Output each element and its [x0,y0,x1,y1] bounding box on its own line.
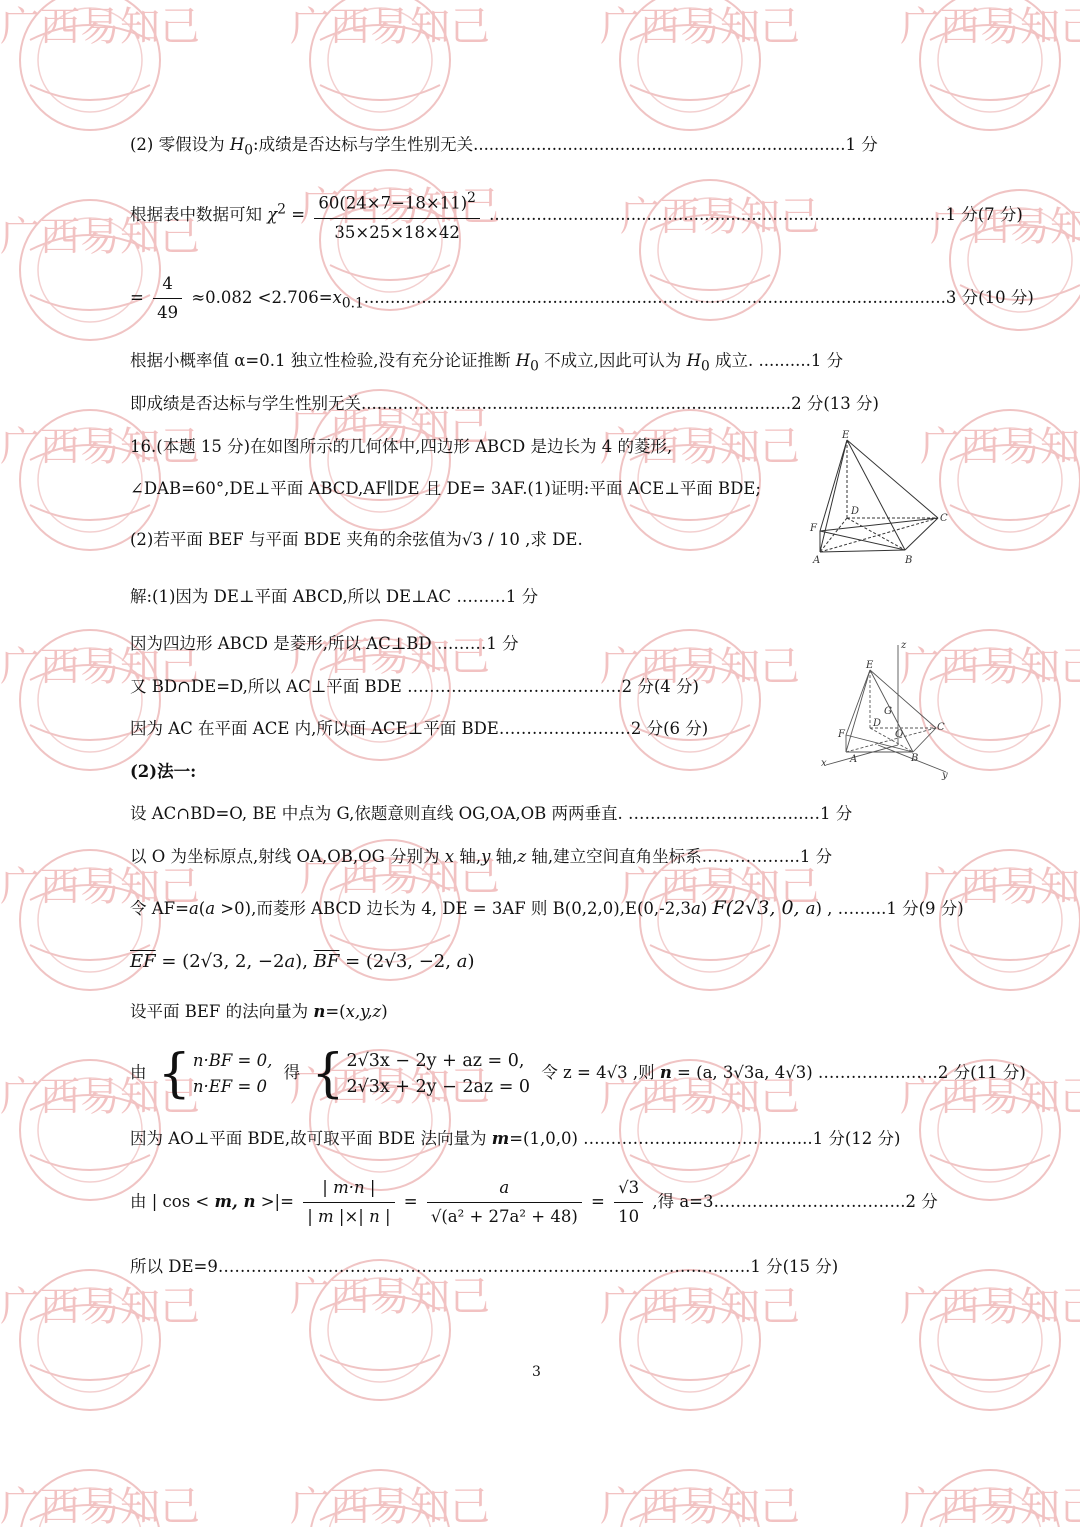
problem-16-title: 16.(本题 15 分)在如图所示的几何体中,四边形 ABCD 是边长为 4 的菱形, [130,437,673,456]
dot-product-system: { n·BF = 0, n·EF = 0 [157,1043,273,1104]
fig2-label-y: y [942,770,948,780]
fig2-label-C: C [937,722,945,733]
method-one-heading: (2)法一: [130,762,197,781]
vectors-line: $\overline{EF} = (2√3$, 2, −2a), $\overline{BF} = (2√3$, −2, a) [130,951,475,972]
geometry-figure [805,428,955,568]
fig1-label-D: D [851,506,860,517]
fig2-label-A: A [850,754,858,765]
fig2-label-G: G [884,706,892,717]
text-line-1: (2) 零假设为 $H_0$:成绩是否达标与学生性别无关.......................................................................1 分 [130,135,878,159]
fig2-label-D: D [873,718,882,729]
chi-square-formula-line: 根据表中数据可知 $\chi^2$ = $\frac{60(24\times 7-18\times 11)^2}{35\times 25\times 18\times 42}$ .......................................................................................1 分(7 分) [130,186,1023,245]
solution-line-8: 令 AF=a(a >0),而菱形 ABCD 边长为 4, DE = 3AF 则 B(0,2,0),E(0,-2,3a) F(2√3, 0, a) , ……...1 分(9 分) [130,897,964,919]
fig1-label-F: F [810,523,817,534]
solution-line-7: 以 O 为坐标原点,射线 OA,OB,OG 分别为 x 轴,y 轴,z 轴,建立空间直角坐标系……………...1 分 [130,847,833,866]
cosine-line: 由 | cos < m, n >|= $\frac{| m\cdot n |}{| m |\times| n |}$ = $\frac{a}{\text{√(a² + 27a² + 48)}}$ = $\frac{√3}{10}$ ,得 a=3……………………………..2 分 [130,1178,938,1226]
equation-system-line: 由 { n·BF = 0, n·EF = 0 得 { 2√3x − 2y + az = 0, 2√3x + 2y − 2az = 0 令 z = 4√3 ,则 n = (a, 3√3a, 4√3) ……………..…..2 分(11 分) [130,1043,1026,1104]
normal-vector-line: 设平面 BEF 的法向量为 n=(x,y,z) [130,1002,388,1021]
fig2-label-F: F [838,729,845,740]
conclusion-line: 所以 DE=9………………………………………………………………………………..…..1 分(15 分) [130,1257,839,1276]
result-fraction: $\frac{4}{49}$ [153,272,182,325]
linear-equation-system: { 2√3x − 2y + az = 0, 2√3x + 2y − 2az = 0 [311,1043,531,1104]
chi-square-fraction: $\frac{60(24\times 7-18\times 11)^2}{35\times 25\times 18\times 42}$ [314,186,480,245]
solution-line-1: 解:(1)因为 DE⊥平面 ABCD,所以 DE⊥AC ………1 分 [130,587,539,606]
problem-16-line-2: ∠DAB=60°,DE⊥平面 ABCD,AF∥DE 且 DE= 3AF.(1)证明:平面 ACE⊥平面 BDE; [130,479,761,498]
coordinate-figure [818,640,958,780]
fig1-label-E: E [842,430,850,441]
solution-line-3: 又 BD∩DE=D,所以 AC⊥平面 BDE …………………………………2 分(4 分) [130,677,699,696]
text-line-5: 即成绩是否达标与学生性别无关..................................................................................2 分(13 分) [130,394,879,413]
fig2-label-O: O [895,729,904,740]
fig1-label-C: C [940,513,948,524]
fig1-label-A: A [813,555,821,566]
solution-line-2: 因为四边形 ABCD 是菱形,所以 AC⊥BD ………1 分 [130,634,519,653]
fig2-label-B: B [911,753,919,764]
bde-normal-line: 因为 AO⊥平面 BDE,故可取平面 BDE 法向量为 m=(1,0,0) ………………...………………...1 分(12 分) [130,1129,901,1148]
problem-16-line-3: (2)若平面 BEF 与平面 BDE 夹角的余弦值为√3 / 10 ,求 DE. [130,530,583,549]
fig2-label-z: z [901,640,907,651]
text-line-4: 根据小概率值 α=0.1 独立性检验,没有充分论证推断 $H_0$ 不成立,因此可认为 $H_0$ 成立. ..........1 分 [130,351,844,375]
fig2-label-x: x [821,758,827,769]
fig2-label-E: E [866,660,874,671]
page-number: 3 [532,1364,541,1380]
solution-line-4: 因为 AC 在平面 ACE 内,所以面 ACE⊥平面 BDE……………………2 分(6 分) [130,719,709,738]
solution-line-6: 设 AC∩BD=O, BE 中点为 G,依题意则直线 OG,OA,OB 两两垂直. …………………………..…1 分 [130,804,853,823]
fig1-label-B: B [905,555,913,566]
chi-square-result-line: = $\frac{4}{49}$ $\approx 0.082 <2.706=x_{0.1}$...............................................................................................................3 分(10 分) [130,272,1034,325]
